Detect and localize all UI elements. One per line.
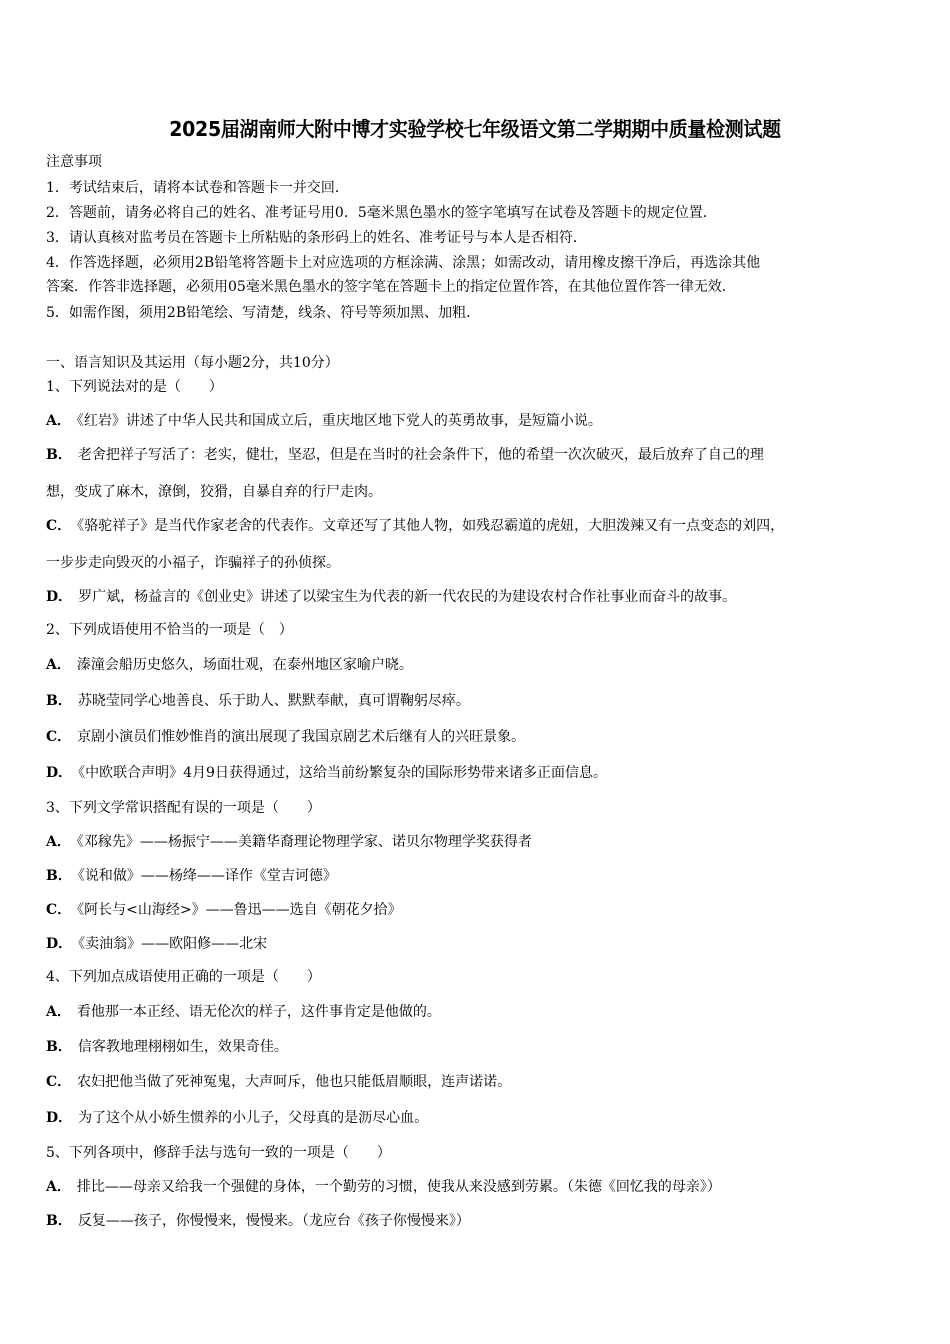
notice-line-3: 3．请认真核对监考员在答题卡上所粘贴的条形码上的姓名、准考证号与本人是否相符．: [46, 230, 587, 246]
option-label: B．: [46, 447, 72, 463]
option-text: 苏晓莹同学心地善良、乐于助人、默默奉献，真可谓鞠躬尽瘁。: [77, 693, 470, 709]
section-heading: 一、语言知识及其运用（每小题2分，共10分）: [46, 355, 339, 371]
option-label: C．: [46, 902, 72, 918]
option-text: 信客教地理栩栩如生，效果奇佳。: [77, 1039, 288, 1055]
question-5-option-a: [46, 1176, 721, 1196]
notice-line-1: 1．考试结束后，请将本试卷和答题卡一并交回．: [46, 180, 349, 196]
question-3-option-a: [46, 831, 532, 851]
option-text: 《红岩》讲述了中华人民共和国成立后，重庆地区地下党人的英勇故事，是短篇小说。: [76, 413, 602, 429]
option-label: A．: [46, 834, 71, 850]
notice-line-4: 4．作答选择题，必须用2B铅笔将答题卡上对应选项的方框涂满、涂黑；如需改动，请用橡皮擦干净后，再选涂其他: [46, 255, 761, 271]
page-title: 2025届湖南师大附中博才实验学校七年级语文第二学期期中质量检测试题: [169, 117, 781, 141]
option-label: C．: [46, 518, 72, 534]
option-label: A．: [46, 657, 71, 673]
question-5-stem: 5、下列各项中，修辞手法与选句一致的一项是（ ）: [46, 1145, 391, 1161]
question-2-stem: 2、下列成语使用不恰当的一项是（ ）: [46, 622, 293, 638]
question-5-option-b: [46, 1210, 470, 1230]
question-1-option-c-cont: 一步步走向毁灭的小福子，诈骗祥子的孙侦探。: [46, 555, 340, 571]
option-text: 溱潼会船历史悠久，场面壮观，在泰州地区家喻户晓。: [76, 657, 413, 673]
question-4-option-c: [46, 1071, 511, 1091]
option-label: A．: [46, 1004, 71, 1020]
question-2-option-c: [46, 726, 525, 746]
option-label: D．: [46, 589, 73, 605]
option-label: C．: [46, 729, 72, 745]
question-2-option-a: [46, 654, 413, 674]
notice-heading: 注意事项: [46, 154, 102, 170]
option-text: 罗广斌，杨益言的《创业史》讲述了以梁宝生为代表的新一代农民的为建设农村合作社事业而奋斗的故事。: [78, 589, 737, 605]
option-label: C．: [46, 1074, 72, 1090]
option-label: B．: [46, 1039, 72, 1055]
option-text: 《说和做》——杨绛——译作《堂吉诃德》: [77, 868, 337, 884]
question-2-option-d: [46, 762, 607, 782]
question-1-option-a: [46, 410, 602, 430]
option-text: 反复——孩子，你慢慢来，慢慢来。（龙应台《孩子你慢慢来》）: [77, 1213, 470, 1229]
question-3-option-d: [46, 933, 267, 953]
option-text: 为了这个从小娇生惯养的小儿子，父母真的是沥尽心血。: [78, 1110, 429, 1126]
notice-line-5: 5．如需作图，须用2B铅笔绘、写清楚，线条、符号等须加黑、加粗．: [46, 305, 481, 321]
option-text: 《骆驼祥子》是当代作家老舍的代表作。文章还写了其他人物，如残忍霸道的虎妞，大胆泼辣又有一点变态的刘四，: [77, 518, 785, 534]
option-text: 《中欧联合声明》4月9日获得通过，这给当前纷繁复杂的国际形势带来诸多正面信息。: [78, 765, 607, 781]
option-label: B．: [46, 693, 72, 709]
question-4-stem: 4、下列加点成语使用正确的一项是（ ）: [46, 969, 321, 985]
question-3-option-b: [46, 865, 337, 885]
option-label: A．: [46, 413, 71, 429]
question-1-option-b-cont: 想，变成了麻木，潦倒，狡猾，自暴自弃的行尸走肉。: [46, 484, 382, 500]
notice-line-4-cont: 答案．作答非选择题，必须用05毫米黑色墨水的签字笔在答题卡上的指定位置作答，在其他位置作答一律无效．: [46, 279, 736, 295]
option-label: B．: [46, 868, 72, 884]
notice-line-2: 2．答题前，请务必将自己的姓名、准考证号用0．5毫米黑色墨水的签字笔填写在试卷及答题卡的规定位置．: [46, 205, 717, 221]
option-label: D．: [46, 765, 73, 781]
question-3-stem: 3、下列文学常识搭配有误的一项是（ ）: [46, 800, 321, 816]
question-4-option-a: [46, 1001, 441, 1021]
option-text: 老舍把祥子写活了：老实，健壮，坚忍，但是在当时的社会条件下，他的希望一次次破灭，最后放弃了自己的理: [77, 447, 764, 463]
question-4-option-d: [46, 1107, 428, 1127]
question-1-option-b: [46, 444, 764, 464]
option-text: 排比——母亲又给我一个强健的身体，一个勤劳的习惯，使我从来没感到劳累。（朱德《回忆我的母亲》）: [76, 1179, 721, 1195]
question-1-option-d: [46, 586, 736, 606]
question-1-stem: 1、下列说法对的是（ ）: [46, 379, 223, 395]
option-text: 看他那一本正经、语无伦次的样子，这件事肯定是他做的。: [76, 1004, 441, 1020]
option-text: 《邓稼先》——杨振宁——美籍华裔理论物理学家、诺贝尔物理学奖获得者: [76, 834, 532, 850]
question-1-option-c: [46, 515, 784, 535]
option-text: 京剧小演员们惟妙惟肖的演出展现了我国京剧艺术后继有人的兴旺景象。: [77, 729, 526, 745]
option-text: 《卖油翁》——欧阳修——北宋: [78, 936, 268, 952]
question-4-option-b: [46, 1036, 288, 1056]
option-label: A．: [46, 1179, 71, 1195]
question-3-option-c: [46, 899, 402, 919]
option-label: D．: [46, 1110, 73, 1126]
option-text: 农妇把他当做了死神冤鬼，大声呵斥，他也只能低眉顺眼，连声诺诺。: [77, 1074, 512, 1090]
question-2-option-b: [46, 690, 470, 710]
option-text: 《阿长与<山海经>》——鲁迅——选自《朝花夕拾》: [77, 902, 402, 918]
option-label: B．: [46, 1213, 72, 1229]
option-label: D．: [46, 936, 73, 952]
